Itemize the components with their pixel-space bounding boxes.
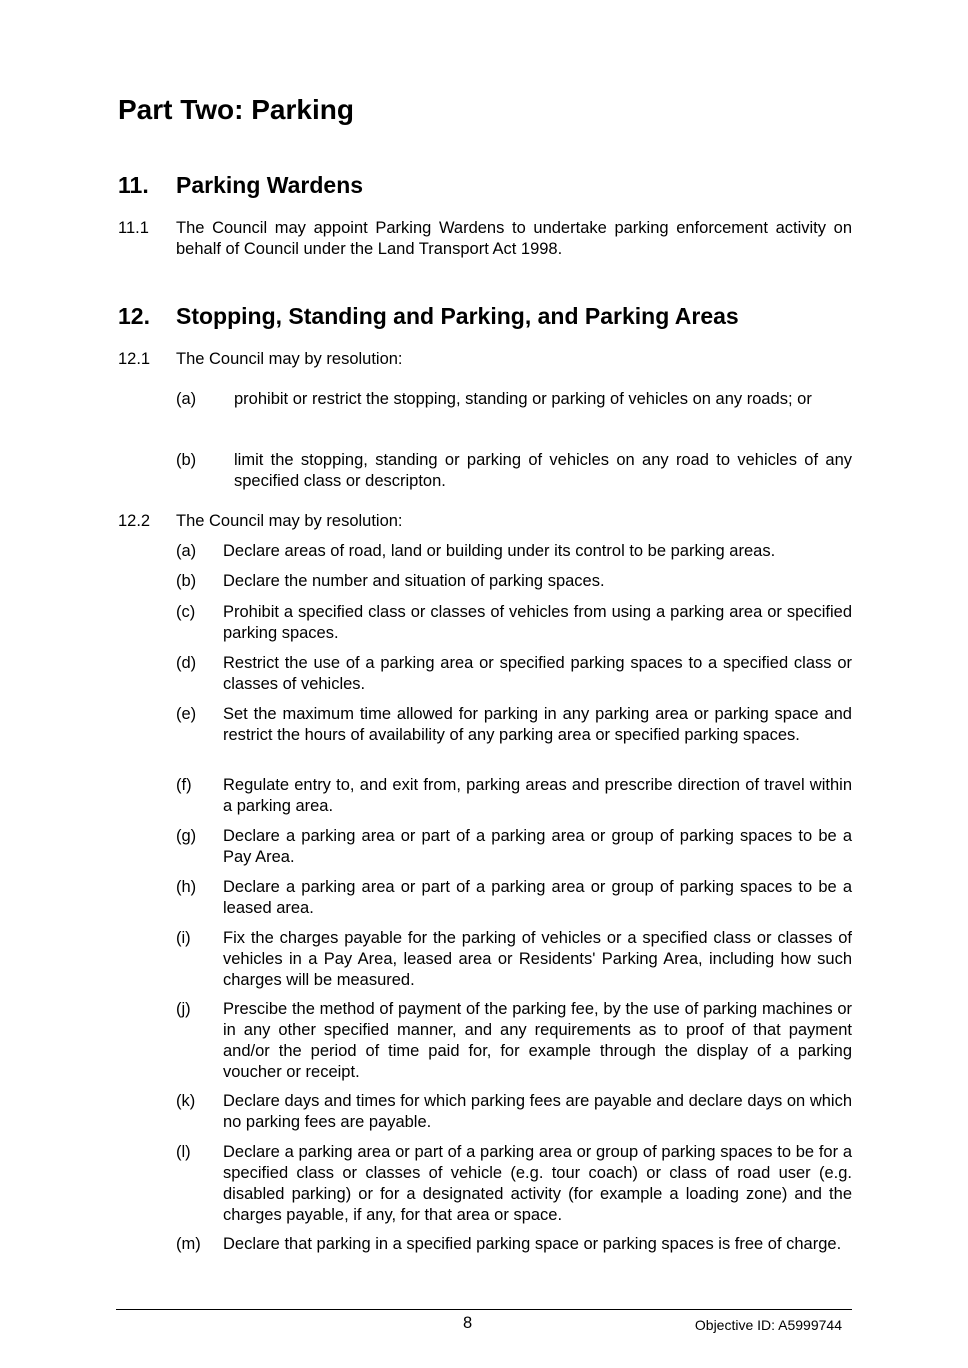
item-label: (e) — [176, 705, 197, 723]
list-item — [176, 999, 852, 1083]
objective-id: Objective ID: A5999744 — [694, 1317, 842, 1333]
clause-number: 12.2 — [118, 512, 151, 530]
item-label: (i) — [176, 929, 191, 947]
item-text: prohibit or restrict the stopping, standing or parking of vehicles on any roads; or — [234, 390, 812, 408]
item-label: (g) — [176, 827, 197, 845]
item-label: (k) — [176, 1092, 196, 1110]
item-text: limit the stopping, standing or parking of vehicles on any road to vehicles of any specified class or descripton. — [234, 451, 852, 490]
list-item — [176, 704, 852, 746]
item-text: Regulate entry to, and exit from, parking areas and prescribe direction of travel within a parking area. — [223, 776, 852, 815]
list-item — [176, 1234, 852, 1255]
item-label: (a) — [176, 542, 197, 560]
clause-number: 11.1 — [118, 219, 149, 237]
item-text: Declare a parking area or part of a parking area or group of parking spaces to be a leased area. — [223, 878, 852, 917]
item-text: Declare that parking in a specified parking space or parking spaces is free of charge. — [223, 1235, 842, 1253]
item-label: (l) — [176, 1143, 191, 1161]
clause-text: The Council may by resolution: — [176, 512, 403, 530]
item-label: (c) — [176, 603, 196, 621]
section-title: Stopping, Standing and Parking, and Parking Areas — [176, 303, 739, 329]
list-item — [176, 1142, 852, 1226]
clause-11-1 — [118, 218, 852, 260]
item-label: (j) — [176, 1000, 191, 1018]
item-text: Declare areas of road, land or building under its control to be parking areas. — [223, 542, 776, 560]
clause-text: The Council may appoint Parking Wardens to undertake parking enforcement activity on behalf of Council under the Land Transport Act 1998. — [176, 219, 852, 258]
footer-divider — [116, 1309, 852, 1310]
clause-number: 12.1 — [118, 350, 151, 368]
item-text: Restrict the use of a parking area or specified parking spaces to a specified class or classes of vehicles. — [223, 654, 852, 693]
clause-12-2 — [118, 511, 852, 532]
list-item — [176, 571, 852, 592]
list-item — [176, 450, 852, 492]
list-item — [176, 389, 852, 410]
list-item — [176, 541, 852, 562]
item-text: Prescibe the method of payment of the parking fee, by the use of parking machines or in any other specified manner, and any requirements as to proof of that payment and/or the period of time paid for, for example through the display of a parking voucher or receipt. — [223, 1000, 852, 1081]
item-text: Fix the charges payable for the parking of vehicles or a specified class or classes of vehicles in a Pay Area, leased area or Residents' Parking Area, including how such charges will be measured. — [223, 929, 852, 989]
item-label: (m) — [176, 1235, 201, 1253]
list-item — [176, 928, 852, 991]
item-label: (h) — [176, 878, 197, 896]
section-title: Parking Wardens — [176, 172, 364, 198]
list-item — [176, 602, 852, 644]
item-label: (f) — [176, 776, 192, 794]
list-item — [176, 1091, 852, 1133]
item-text: Set the maximum time allowed for parking in any parking area or parking space and restrict the hours of availability of any parking area or specified parking spaces. — [223, 705, 852, 744]
section-number: 12. — [118, 303, 150, 329]
item-text: Declare a parking area or part of a parking area or group of parking spaces to be a Pay Area. — [223, 827, 852, 866]
item-label: (b) — [176, 572, 197, 590]
list-item — [176, 775, 852, 817]
list-item — [176, 877, 852, 919]
section-number: 11. — [118, 172, 149, 198]
clause-text: The Council may by resolution: — [176, 350, 403, 368]
clause-12-1 — [118, 349, 852, 370]
part-title: Part Two: Parking — [118, 94, 354, 125]
item-label: (d) — [176, 654, 197, 672]
item-text: Declare days and times for which parking fees are payable and declare days on which no parking fees are payable. — [223, 1092, 852, 1131]
item-text: Declare a parking area or part of a parking area or group of parking spaces to be for a specified class or classes of vehicle (e.g. tour coach) or class of road user (e.g. disabled parking) or for a designated activity (for example a loading zone) and the charges payable, if any, for that area or space. — [223, 1143, 852, 1224]
item-label: (a) — [176, 390, 197, 408]
page-number: 8 — [463, 1314, 473, 1332]
item-text: Declare the number and situation of parking spaces. — [223, 572, 605, 590]
list-item — [176, 653, 852, 695]
item-label: (b) — [176, 451, 197, 469]
list-item — [176, 826, 852, 868]
item-text: Prohibit a specified class or classes of vehicles from using a parking area or specified parking spaces. — [223, 603, 852, 642]
